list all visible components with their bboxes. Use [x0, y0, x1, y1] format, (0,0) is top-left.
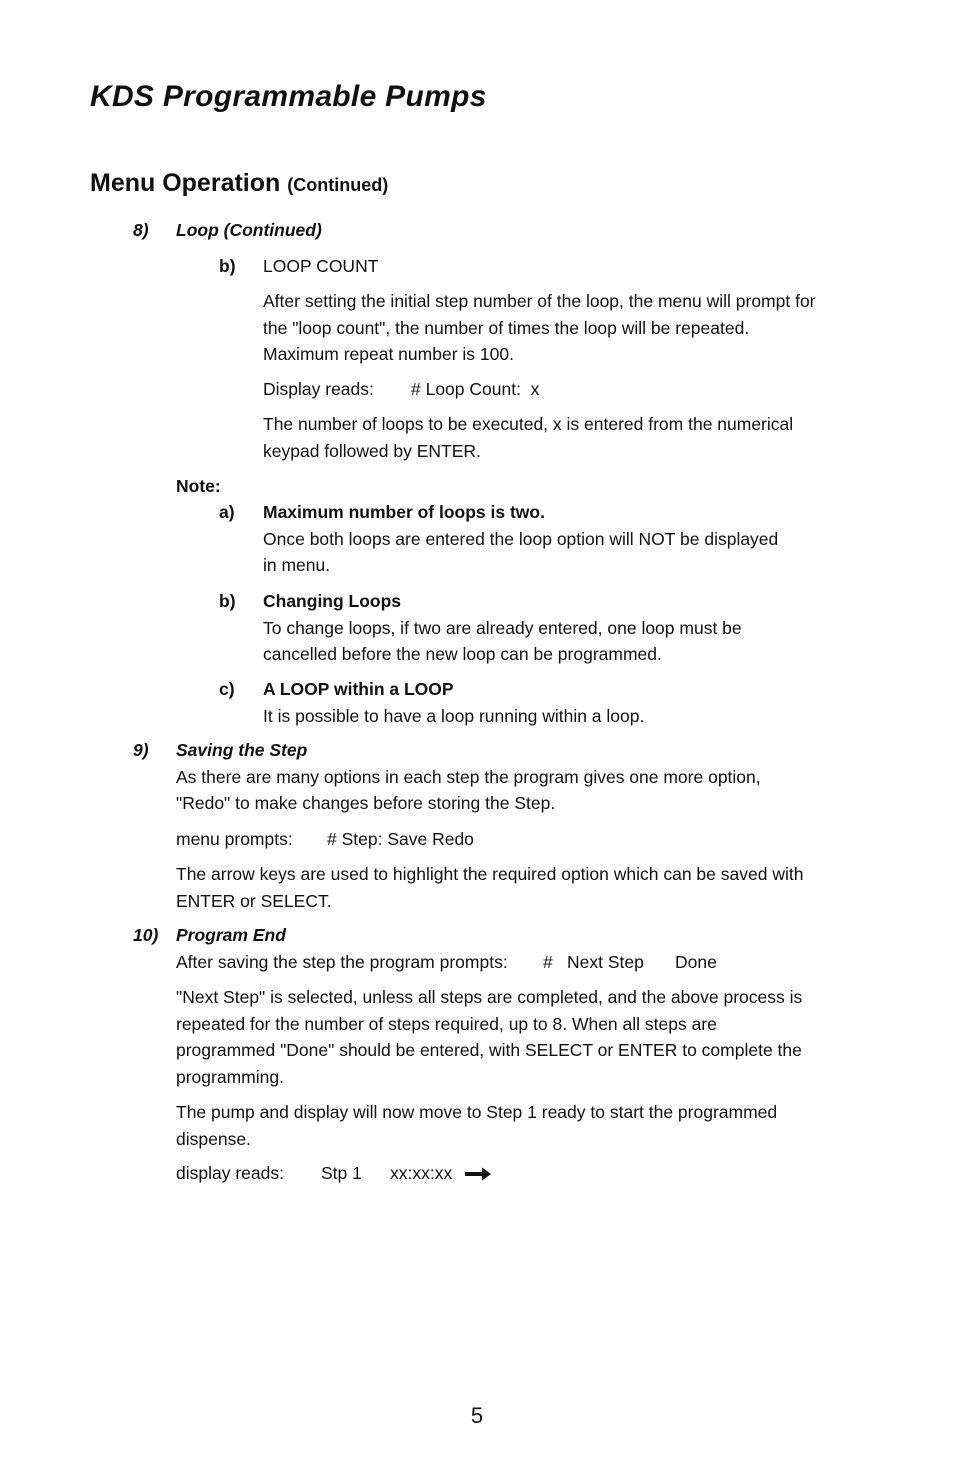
- section-title-text: Menu Operation: [90, 169, 281, 197]
- note-b-title: Changing Loops: [263, 591, 402, 611]
- text-line: cancelled before the new loop can be programmed.: [263, 644, 662, 664]
- text-line: ENTER or SELECT.: [176, 890, 332, 911]
- item-10-paragraph-3: [176, 1099, 777, 1152]
- item-9-prompt-value: # Step: Save Redo: [327, 829, 474, 849]
- text-line: As there are many options in each step the program gives one more option,: [176, 766, 761, 787]
- text-line: Once both loops are entered the loop option will NOT be displayed: [263, 528, 779, 549]
- item-8-display-value: # Loop Count: x: [411, 379, 540, 399]
- item-9-number: 9): [133, 740, 149, 760]
- text-line: repeated for the number of steps required, up to 8. When all steps are: [176, 1013, 717, 1034]
- item-10-prompt-hash: #: [543, 952, 553, 972]
- text-line: "Next Step" is selected, unless all steps are completed, and the above process is: [176, 987, 803, 1007]
- item-8-b-label: b): [219, 256, 236, 276]
- note-b-block: [263, 588, 742, 668]
- item-10-display-step: Stp 1: [321, 1163, 362, 1183]
- section-title-suffix: (Continued): [287, 175, 389, 195]
- item-8-display-label: Display reads:: [263, 379, 374, 399]
- text-line: Maximum repeat number is 100.: [263, 344, 514, 364]
- section-title: [90, 169, 388, 198]
- text-line: "Redo" to make changes before storing the Step.: [176, 793, 556, 813]
- document-title: KDS Programmable Pumps: [90, 80, 487, 113]
- note-a-label: a): [219, 502, 235, 522]
- item-9-paragraph-2: [176, 861, 803, 914]
- item-10-display-time: [390, 1160, 493, 1187]
- display-time-text: xx:xx:xx: [390, 1163, 453, 1183]
- item-10-number: 10): [133, 925, 159, 945]
- text-line: dispense.: [176, 1128, 251, 1149]
- text-line: programming.: [176, 1066, 284, 1087]
- text-line: in menu.: [263, 555, 331, 575]
- item-10-prompt-label: After saving the step the program prompts:: [176, 952, 508, 972]
- text-line: It is possible to have a loop running within a loop.: [263, 705, 645, 726]
- right-arrow-icon: [463, 1166, 493, 1182]
- note-a-block: [263, 499, 778, 579]
- note-c-title: A LOOP within a LOOP: [263, 679, 454, 699]
- item-8-paragraph-1: [263, 288, 816, 368]
- text-line: keypad followed by ENTER.: [263, 440, 481, 461]
- page-number: 5: [470, 1403, 484, 1428]
- text-line: The pump and display will now move to Step 1 ready to start the programmed: [176, 1102, 778, 1122]
- item-9-block: [176, 737, 761, 817]
- item-8-heading: Loop (Continued): [176, 220, 322, 240]
- text-line: the "loop count", the number of times the loop will be repeated.: [263, 317, 750, 338]
- text-line: After setting the initial step number of the loop, the menu will prompt for: [263, 291, 816, 311]
- text-line: programmed "Done" should be entered, with SELECT or ENTER to complete the: [176, 1040, 802, 1060]
- note-b-label: b): [219, 591, 236, 611]
- item-10-display-label: display reads:: [176, 1163, 284, 1183]
- item-8-b-title: LOOP COUNT: [263, 256, 379, 276]
- item-8-paragraph-2: [263, 411, 793, 464]
- item-9-heading: Saving the Step: [176, 740, 308, 760]
- text-line: The number of loops to be executed, x is entered from the numerical: [263, 414, 794, 434]
- text-line: To change loops, if two are already entered, one loop must be: [263, 617, 742, 638]
- note-c-block: [263, 676, 644, 729]
- item-10-heading: Program End: [176, 925, 286, 945]
- note-c-label: c): [219, 679, 235, 699]
- note-label: Note:: [176, 476, 221, 496]
- item-9-prompt-label: menu prompts:: [176, 829, 293, 849]
- item-10-prompt-done: Done: [675, 952, 717, 972]
- item-8-number: 8): [133, 220, 149, 240]
- item-10-prompt-next: Next Step: [567, 952, 644, 972]
- item-10-paragraph-2: [176, 984, 802, 1090]
- text-line: The arrow keys are used to highlight the required option which can be saved with: [176, 864, 804, 884]
- note-a-title: Maximum number of loops is two.: [263, 502, 545, 522]
